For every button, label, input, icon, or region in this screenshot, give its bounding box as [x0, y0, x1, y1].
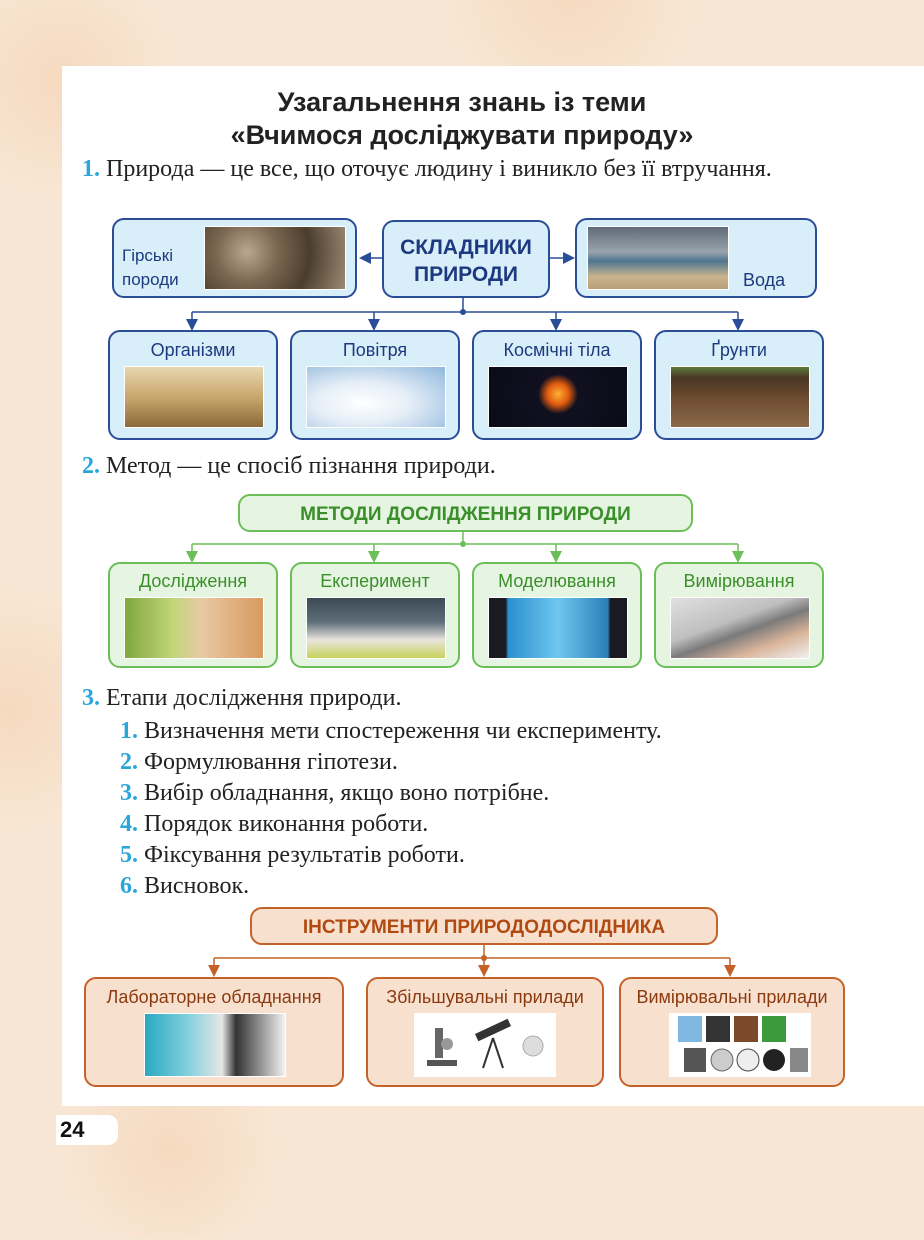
- soil-photo: [670, 366, 810, 428]
- rocks-label-line-1: Гірські: [122, 246, 174, 265]
- rocks-box: [112, 218, 357, 298]
- section-2-text: [82, 453, 496, 480]
- section-2-definition: Метод — це спосіб пізнання природи.: [106, 453, 496, 479]
- step-text: Висновок.: [144, 873, 250, 899]
- celestial-bodies-box: [472, 330, 642, 440]
- method-experiment-photo: [306, 597, 446, 659]
- section-1-definition: Природа — це все, що оточує людину і виникло без її втручання.: [106, 156, 772, 182]
- method-research-photo: [124, 597, 264, 659]
- soil-box: [654, 330, 824, 440]
- organisms-photo: [124, 366, 264, 428]
- organisms-label: Організми: [150, 340, 236, 360]
- section-3-heading: Етапи дослідження природи.: [106, 685, 402, 711]
- step-number: 2.: [120, 749, 138, 775]
- method-modeling-photo: [488, 597, 628, 659]
- section-3-text: [82, 685, 401, 712]
- magnifying-instruments-photo: [414, 1013, 556, 1077]
- method-research-label: Дослідження: [138, 571, 248, 591]
- nature-components-center-box: [382, 220, 550, 298]
- method-modeling-label: Моделювання: [498, 571, 616, 591]
- water-label: Вода: [743, 270, 786, 290]
- soil-label: Ґрунти: [711, 340, 767, 360]
- section-2-number: 2.: [82, 453, 100, 479]
- organisms-box: [108, 330, 278, 440]
- step-number: 1.: [120, 718, 138, 744]
- methods-header-box: [238, 494, 693, 532]
- center-box-line-2: ПРИРОДИ: [413, 263, 519, 286]
- research-steps-list: [120, 716, 662, 902]
- tools-header-box: [250, 907, 718, 945]
- step-number: 5.: [120, 842, 138, 868]
- microscope-telescope-icon: [415, 1014, 555, 1076]
- celestial-bodies-photo: [488, 366, 628, 428]
- tools-header-label: ІНСТРУМЕНТИ ПРИРОДОДОСЛІДНИКА: [302, 917, 666, 938]
- list-item: [120, 716, 662, 747]
- step-text: Фіксування результатів роботи.: [144, 842, 465, 868]
- center-box-line-1: СКЛАДНИКИ: [400, 236, 532, 259]
- step-text: Формулювання гіпотези.: [144, 749, 398, 775]
- measuring-devices-icon: [670, 1014, 810, 1076]
- water-box: [575, 218, 817, 298]
- method-modeling-box: [472, 562, 642, 668]
- title-line-1: Узагальнення знань із теми: [277, 87, 647, 117]
- air-label: Повітря: [342, 340, 408, 360]
- air-box: [290, 330, 460, 440]
- list-item: [120, 747, 662, 778]
- method-experiment-box: [290, 562, 460, 668]
- celestial-bodies-label: Космічні тіла: [503, 340, 611, 360]
- method-measurement-box: [654, 562, 824, 668]
- rocks-photo: [204, 226, 346, 290]
- page-number: 24: [56, 1115, 118, 1145]
- step-number: 6.: [120, 873, 138, 899]
- air-photo: [306, 366, 446, 428]
- measuring-instruments-photo: [669, 1013, 811, 1077]
- step-number: 4.: [120, 811, 138, 837]
- methods-header-label: МЕТОДИ ДОСЛІДЖЕННЯ ПРИРОДИ: [300, 504, 631, 525]
- lab-equipment-photo: [144, 1013, 286, 1077]
- lab-equipment-label: Лабораторне обладнання: [106, 987, 322, 1007]
- lab-equipment-box: [84, 977, 344, 1087]
- measuring-instruments-label: Вимірювальні прилади: [636, 987, 828, 1007]
- rocks-label-line-2: породи: [122, 270, 179, 289]
- method-experiment-label: Експеримент: [320, 571, 430, 591]
- list-item: [120, 871, 662, 902]
- section-1-number: 1.: [82, 156, 100, 182]
- step-text: Порядок виконання роботи.: [144, 811, 429, 837]
- section-3-number: 3.: [82, 685, 100, 711]
- method-measurement-photo: [670, 597, 810, 659]
- measuring-instruments-box: [619, 977, 845, 1087]
- step-text: Визначення мети спостереження чи експерименту.: [144, 718, 662, 744]
- list-item: [120, 809, 662, 840]
- title-line-2: «Вчимося досліджувати природу»: [230, 120, 694, 150]
- step-number: 3.: [120, 780, 138, 806]
- method-research-box: [108, 562, 278, 668]
- list-item: [120, 840, 662, 871]
- magnifying-instruments-box: [366, 977, 604, 1087]
- step-text: Вибір обладнання, якщо воно потрібне.: [144, 780, 550, 806]
- method-measurement-label: Вимірювання: [683, 571, 795, 591]
- water-photo: [587, 226, 729, 290]
- magnifying-instruments-label: Збільшувальні прилади: [386, 987, 584, 1007]
- list-item: [120, 778, 662, 809]
